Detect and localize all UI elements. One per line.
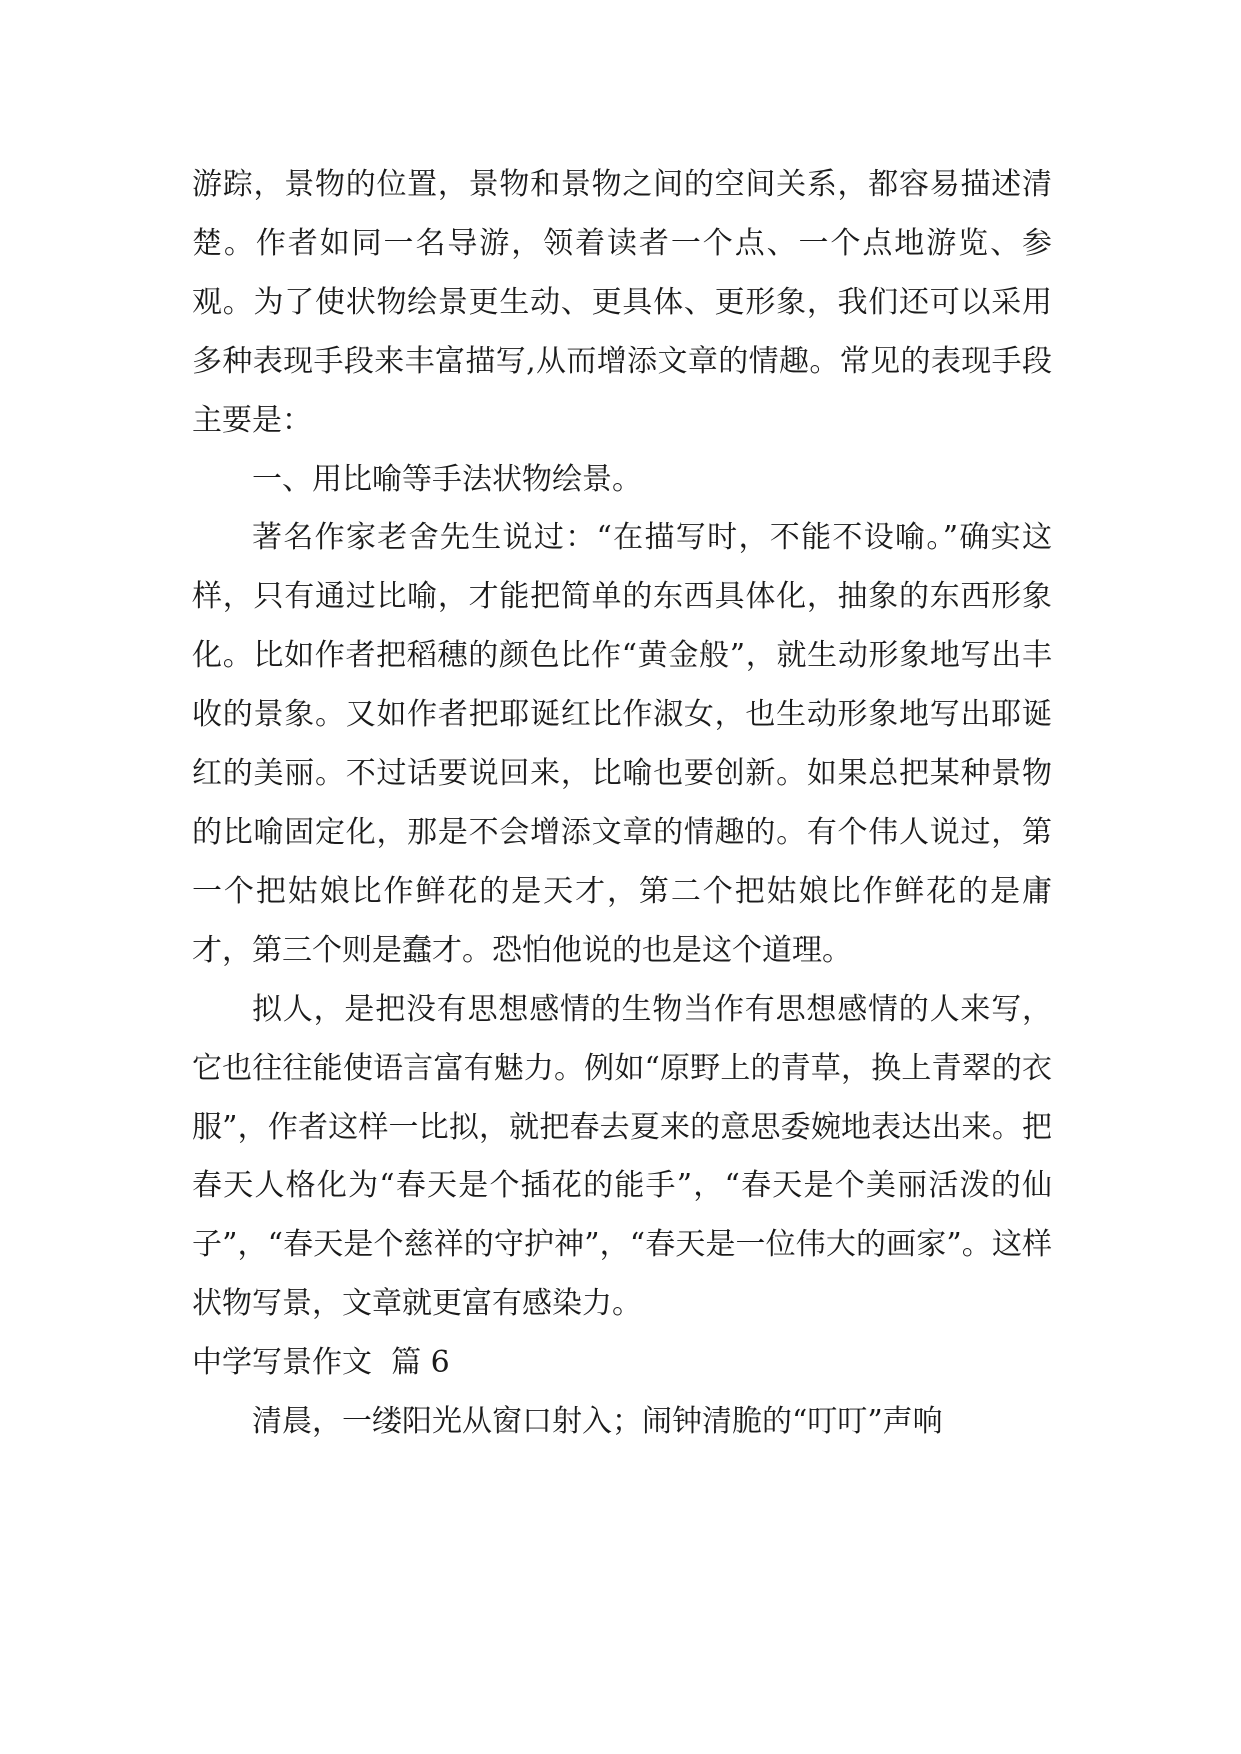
paragraph-5: 清晨，一缕阳光从窗口射入；闹钟清脆的“叮叮”声响 — [252, 1404, 943, 1440]
section-heading: 中学写景作文 篇 6 — [192, 1345, 450, 1381]
paragraph-1: 游踪，景物的位置，景物和景物之间的空间关系，都容易描述清楚。作者如同一名导游，领着读者一个点、一个点地游览、参观。为了使状物绘景更生动、更具体、更形象，我们还可以采用多种表现手段来丰富描写,从而增添文章的情趣。常见的表现手段主要是： — [192, 167, 1052, 438]
paragraph-4: 拟人，是把没有思想感情的生物当作有思想感情的人来写，它也往往能使语言富有魅力。例如“原野上的青草，换上青翠的衣服”，作者这样一比拟，就把春去夏来的意思委婉地表达出来。把春天人格化为“春天是个插花的能手”，“春天是个美丽活泼的仙子”，“春天是个慈祥的守护神”，“春天是一位伟大的画家”。这样状物写景，文章就更富有感染力。 — [192, 991, 1052, 1322]
paragraph-2: 一、用比喻等手法状物绘景。 — [252, 461, 642, 497]
document-body — [192, 156, 1052, 1452]
paragraph-3: 著名作家老舍先生说过：“在描写时，不能不设喻。”确实这样，只有通过比喻，才能把简单的东西具体化，抽象的东西形象化。比如作者把稻穗的颜色比作“黄金般”，就生动形象地写出丰收的景象。又如作者把耶诞红比作淑女，也生动形象地写出耶诞红的美丽。不过话要说回来，比喻也要创新。如果总把某种景物的比喻固定化，那是不会增添文章的情趣的。有个伟人说过，第一个把姑娘比作鲜花的是天才，第二个把姑娘比作鲜花的是庸才，第三个则是蠢才。恐怕他说的也是这个道理。 — [192, 520, 1052, 968]
